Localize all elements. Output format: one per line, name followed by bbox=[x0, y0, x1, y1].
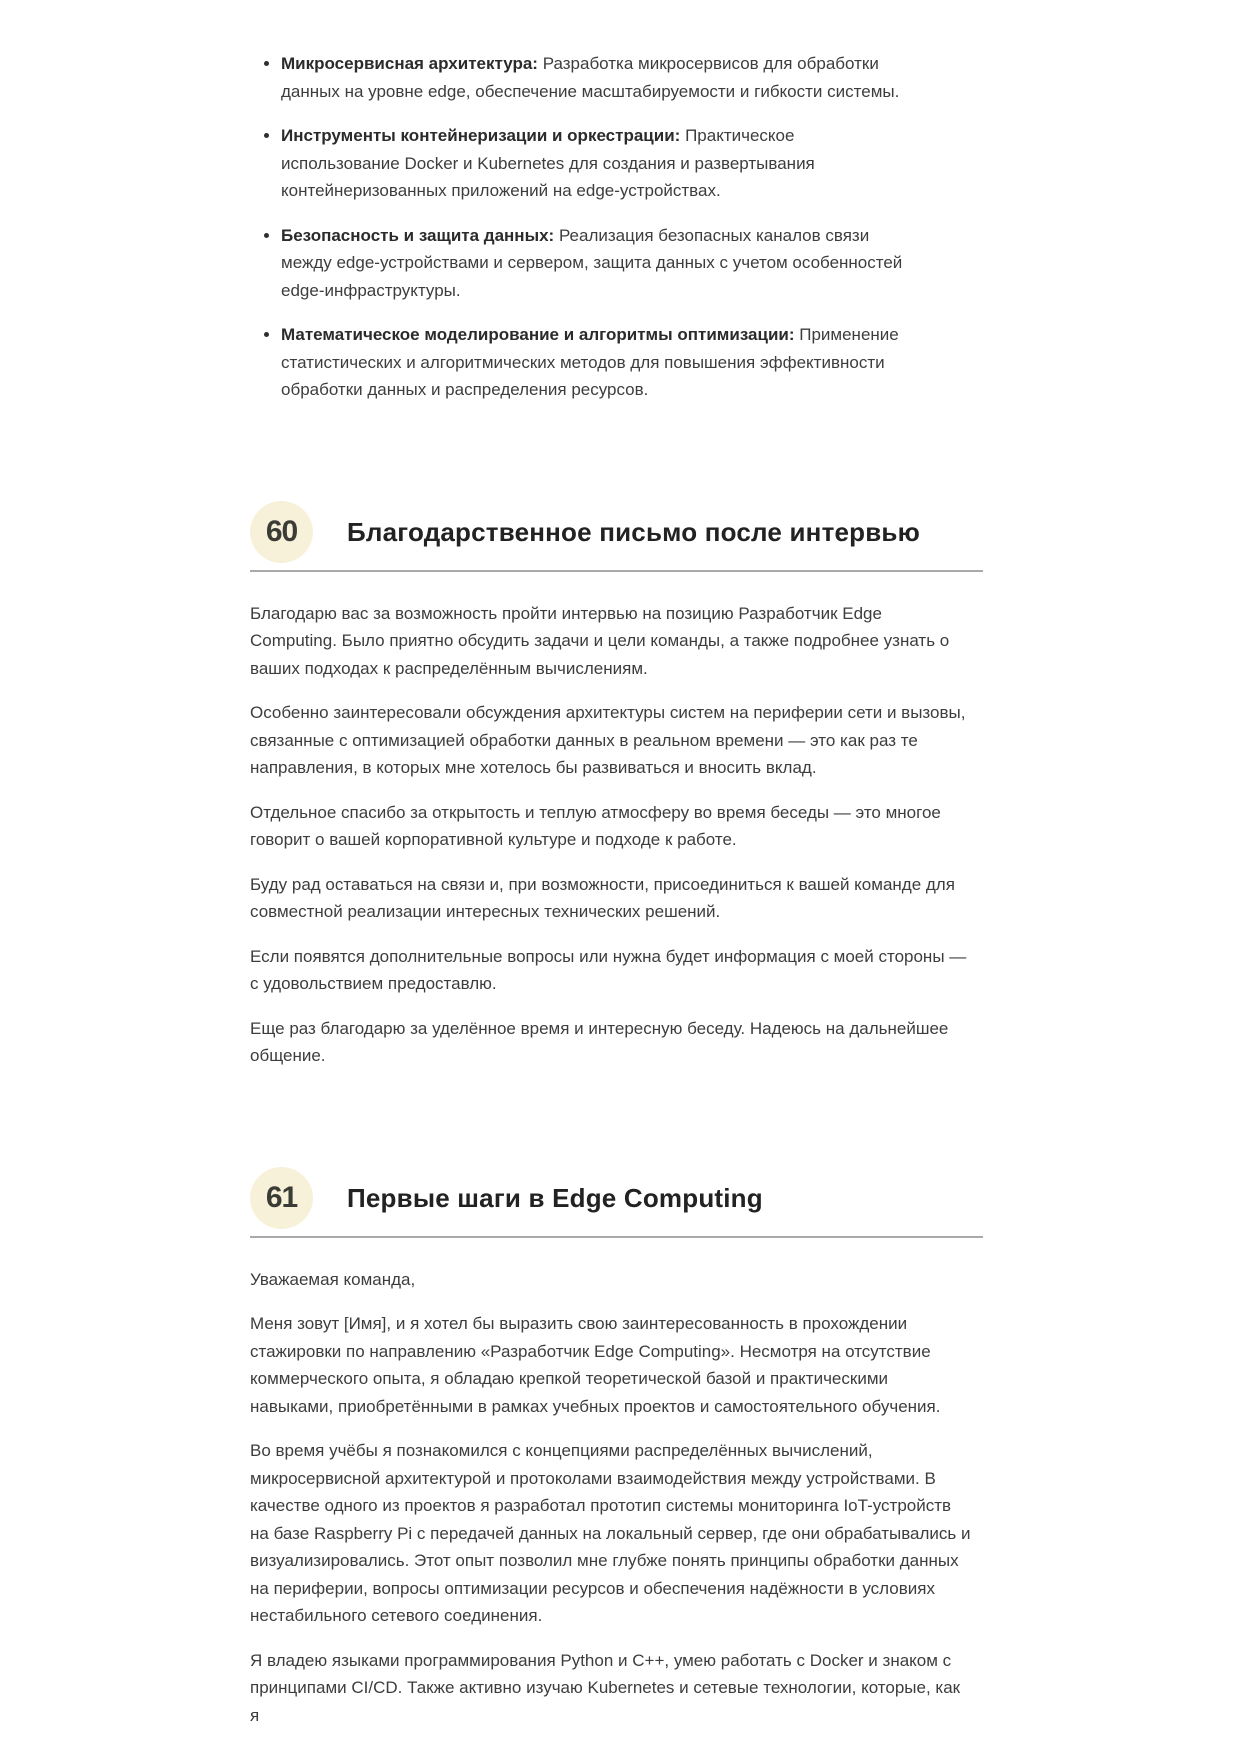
section-divider bbox=[250, 570, 983, 572]
skill-text: Применение статистических и алгоритмических методов для повышения эффективности обработки данных и распределения ресурсов. bbox=[281, 325, 899, 399]
section-body bbox=[250, 1266, 972, 1730]
skill-title: Микросервисная архитектура: bbox=[281, 54, 538, 73]
section-body bbox=[250, 600, 972, 1070]
paragraph: Уважаемая команда, bbox=[250, 1269, 416, 1289]
paragraph: Особенно заинтересовали обсуждения архитектуры систем на периферии сети и вызовы, связанные с оптимизацией обработки данных в реальном времени — это как раз те направления, в которых мне хотелось бы развиваться и вносить вклад. bbox=[250, 703, 966, 777]
section-number-badge bbox=[250, 1167, 313, 1229]
section-number-badge bbox=[250, 501, 313, 563]
section-title: Первые шаги в Edge Computing bbox=[347, 1182, 763, 1213]
paragraph: Отдельное спасибо за открытость и теплую атмосферу во время беседы — это многое говорит о вашей корпоративной культуре и подходе к работе. bbox=[250, 802, 941, 849]
list-item bbox=[281, 321, 910, 404]
list-item bbox=[281, 122, 910, 205]
skill-text: Реализация безопасных каналов связи между edge-устройствами и сервером, защита данных с учетом особенностей edge-инфраструктуры. bbox=[281, 225, 903, 300]
section-number: 60 bbox=[265, 515, 298, 548]
skill-title: Математическое моделирование и алгоритмы оптимизации: bbox=[281, 325, 795, 344]
skill-text: Разработка микросервисов для обработки данных на уровне edge, обеспечение масштабируемости и гибкости системы. bbox=[281, 54, 900, 101]
skill-text: Практическое использование Docker и Kubernetes для создания и развертывания контейнеризованных приложений на edge-устройствах. bbox=[281, 126, 815, 200]
section-title: Благодарственное письмо после интервью bbox=[347, 516, 921, 547]
list-item bbox=[281, 222, 910, 305]
section-60 bbox=[250, 501, 1239, 1070]
section-divider bbox=[250, 1236, 983, 1238]
paragraph: Еще раз благодарю за уделённое время и интересную беседу. Надеюсь на дальнейшее общение. bbox=[250, 1018, 949, 1065]
list-item bbox=[281, 50, 910, 105]
section-61 bbox=[250, 1167, 1239, 1730]
skills-list bbox=[250, 50, 910, 404]
skill-title: Безопасность и защита данных: bbox=[281, 225, 555, 245]
paragraph: Благодарю вас за возможность пройти интервью на позицию Разработчик Edge Computing. Было приятно обсудить задачи и цели команды, а также подробнее узнать о ваших подходах к распределённым вычислениям. bbox=[250, 603, 950, 678]
skill-title: Инструменты контейнеризации и оркестрации: bbox=[281, 126, 681, 145]
paragraph: Если появятся дополнительные вопросы или нужна будет информация с моей стороны — с удовольствием предоставлю. bbox=[250, 946, 967, 993]
paragraph: Меня зовут [Имя], и я хотел бы выразить свою заинтересованность в прохождении стажировки по направлению «Разработчик Edge Computing». Несмотря на отсутствие коммерческого опыта, я обладаю крепкой теоретической базой и практическими навыками, приобретёнными в рамках учебных проектов и самостоятельного обучения. bbox=[250, 1314, 941, 1416]
section-header bbox=[250, 1167, 1239, 1230]
paragraph: Буду рад оставаться на связи и, при возможности, присоединиться к вашей команде для совместной реализации интересных технических решений. bbox=[250, 874, 955, 921]
paragraph: Я владею языками программирования Python и C++, умею работать с Docker и знаком с принципами CI/CD. Также активно изучаю Kubernetes и сетевые технологии, которые, как я bbox=[250, 1650, 961, 1725]
section-number: 61 bbox=[265, 1181, 298, 1214]
paragraph: Во время учёбы я познакомился с концепциями распределённых вычислений, микросервисной архитектурой и протоколами взаимодействия между устройствами. В качестве одного из проектов я разработал прототип системы мониторинга IoT-устройств на базе Raspberry Pi с передачей данных на локальный сервер, где они обрабатывались и визуализировались. Этот опыт позволил мне глубже понять принципы обработки данных на периферии, вопросы оптимизации ресурсов и обеспечения надёжности в условиях нестабильного сетевого соединения. bbox=[250, 1441, 971, 1625]
section-header bbox=[250, 501, 1239, 564]
